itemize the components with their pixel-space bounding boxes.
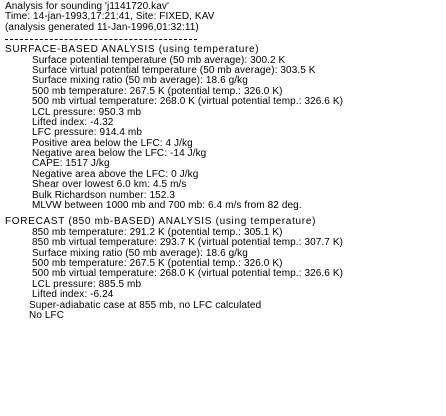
header-divider	[5, 33, 197, 40]
surface-line: 500 mb temperature: 267.5 K (potential temp.: 326.0 K)	[32, 85, 283, 97]
forecast-line: 850 mb temperature: 291.2 K (potential temp.: 305.1 K)	[32, 226, 283, 238]
surface-line: Bulk Richardson number: 152.3	[32, 189, 175, 201]
surface-line: Negative area above the LFC: 0 J/kg	[32, 168, 199, 180]
surface-line: 500 mb virtual temperature: 268.0 K (virtual potential temp.: 326.6 K)	[32, 96, 344, 108]
surface-section-title: SURFACE-BASED ANALYSIS (using temperature)	[5, 44, 260, 56]
surface-line: Negative area below the LFC: -14 J/kg	[32, 148, 207, 160]
surface-line: Surface virtual potential temperature (50 mb average): 303.5 K	[32, 64, 316, 76]
surface-line: LFC pressure: 914.4 mb	[32, 127, 143, 139]
forecast-section-title: FORECAST (850 mb-BASED) ANALYSIS (using temperature)	[5, 216, 317, 228]
forecast-line: 500 mb virtual temperature: 268.0 K (virtual potential temp.: 326.6 K)	[32, 268, 344, 280]
forecast-line: LCL pressure: 885.5 mb	[32, 278, 142, 290]
forecast-section-lines	[5, 228, 443, 322]
surface-line: Lifted index: -4.32	[32, 116, 114, 128]
forecast-line: Surface mixing ratio (50 mb average): 18.6 g/kg	[32, 247, 248, 259]
sounding-analysis-report	[5, 2, 443, 321]
forecast-note: Super-adiabatic case at 855 mb, no LFC calculated	[29, 299, 262, 311]
forecast-note: No LFC	[29, 309, 65, 321]
surface-line: MLVW between 1000 mb and 700 mb: 6.4 m/s from 82 deg.	[32, 200, 302, 212]
surface-line: Surface mixing ratio (50 mb average): 18.6 g/kg	[32, 75, 248, 87]
forecast-line: Lifted index: -6.24	[32, 289, 114, 301]
surface-section-lines	[5, 56, 443, 212]
surface-line: CAPE: 1517 J/kg	[32, 158, 110, 170]
surface-line: LCL pressure: 950.3 mb	[32, 106, 142, 118]
surface-line: Surface potential temperature (50 mb average): 300.2 K	[32, 54, 286, 66]
surface-line: Positive area below the LFC: 4 J/kg	[32, 137, 193, 149]
forecast-line: 500 mb temperature: 267.5 K (potential temp.: 326.0 K)	[32, 257, 283, 269]
surface-line: Shear over lowest 6.0 km: 4.5 m/s	[32, 179, 187, 191]
forecast-line: 850 mb virtual temperature: 293.7 K (virtual potential temp.: 307.7 K)	[32, 237, 344, 249]
report-title: Analysis for sounding 'j1141720.kav'	[5, 1, 170, 12]
report-time-site: Time: 14-jan-1993,17:21:41, Site: FIXED, KAV	[5, 11, 215, 23]
report-generated: (analysis generated 11-Jan-1996,01:32:11)	[5, 21, 199, 33]
